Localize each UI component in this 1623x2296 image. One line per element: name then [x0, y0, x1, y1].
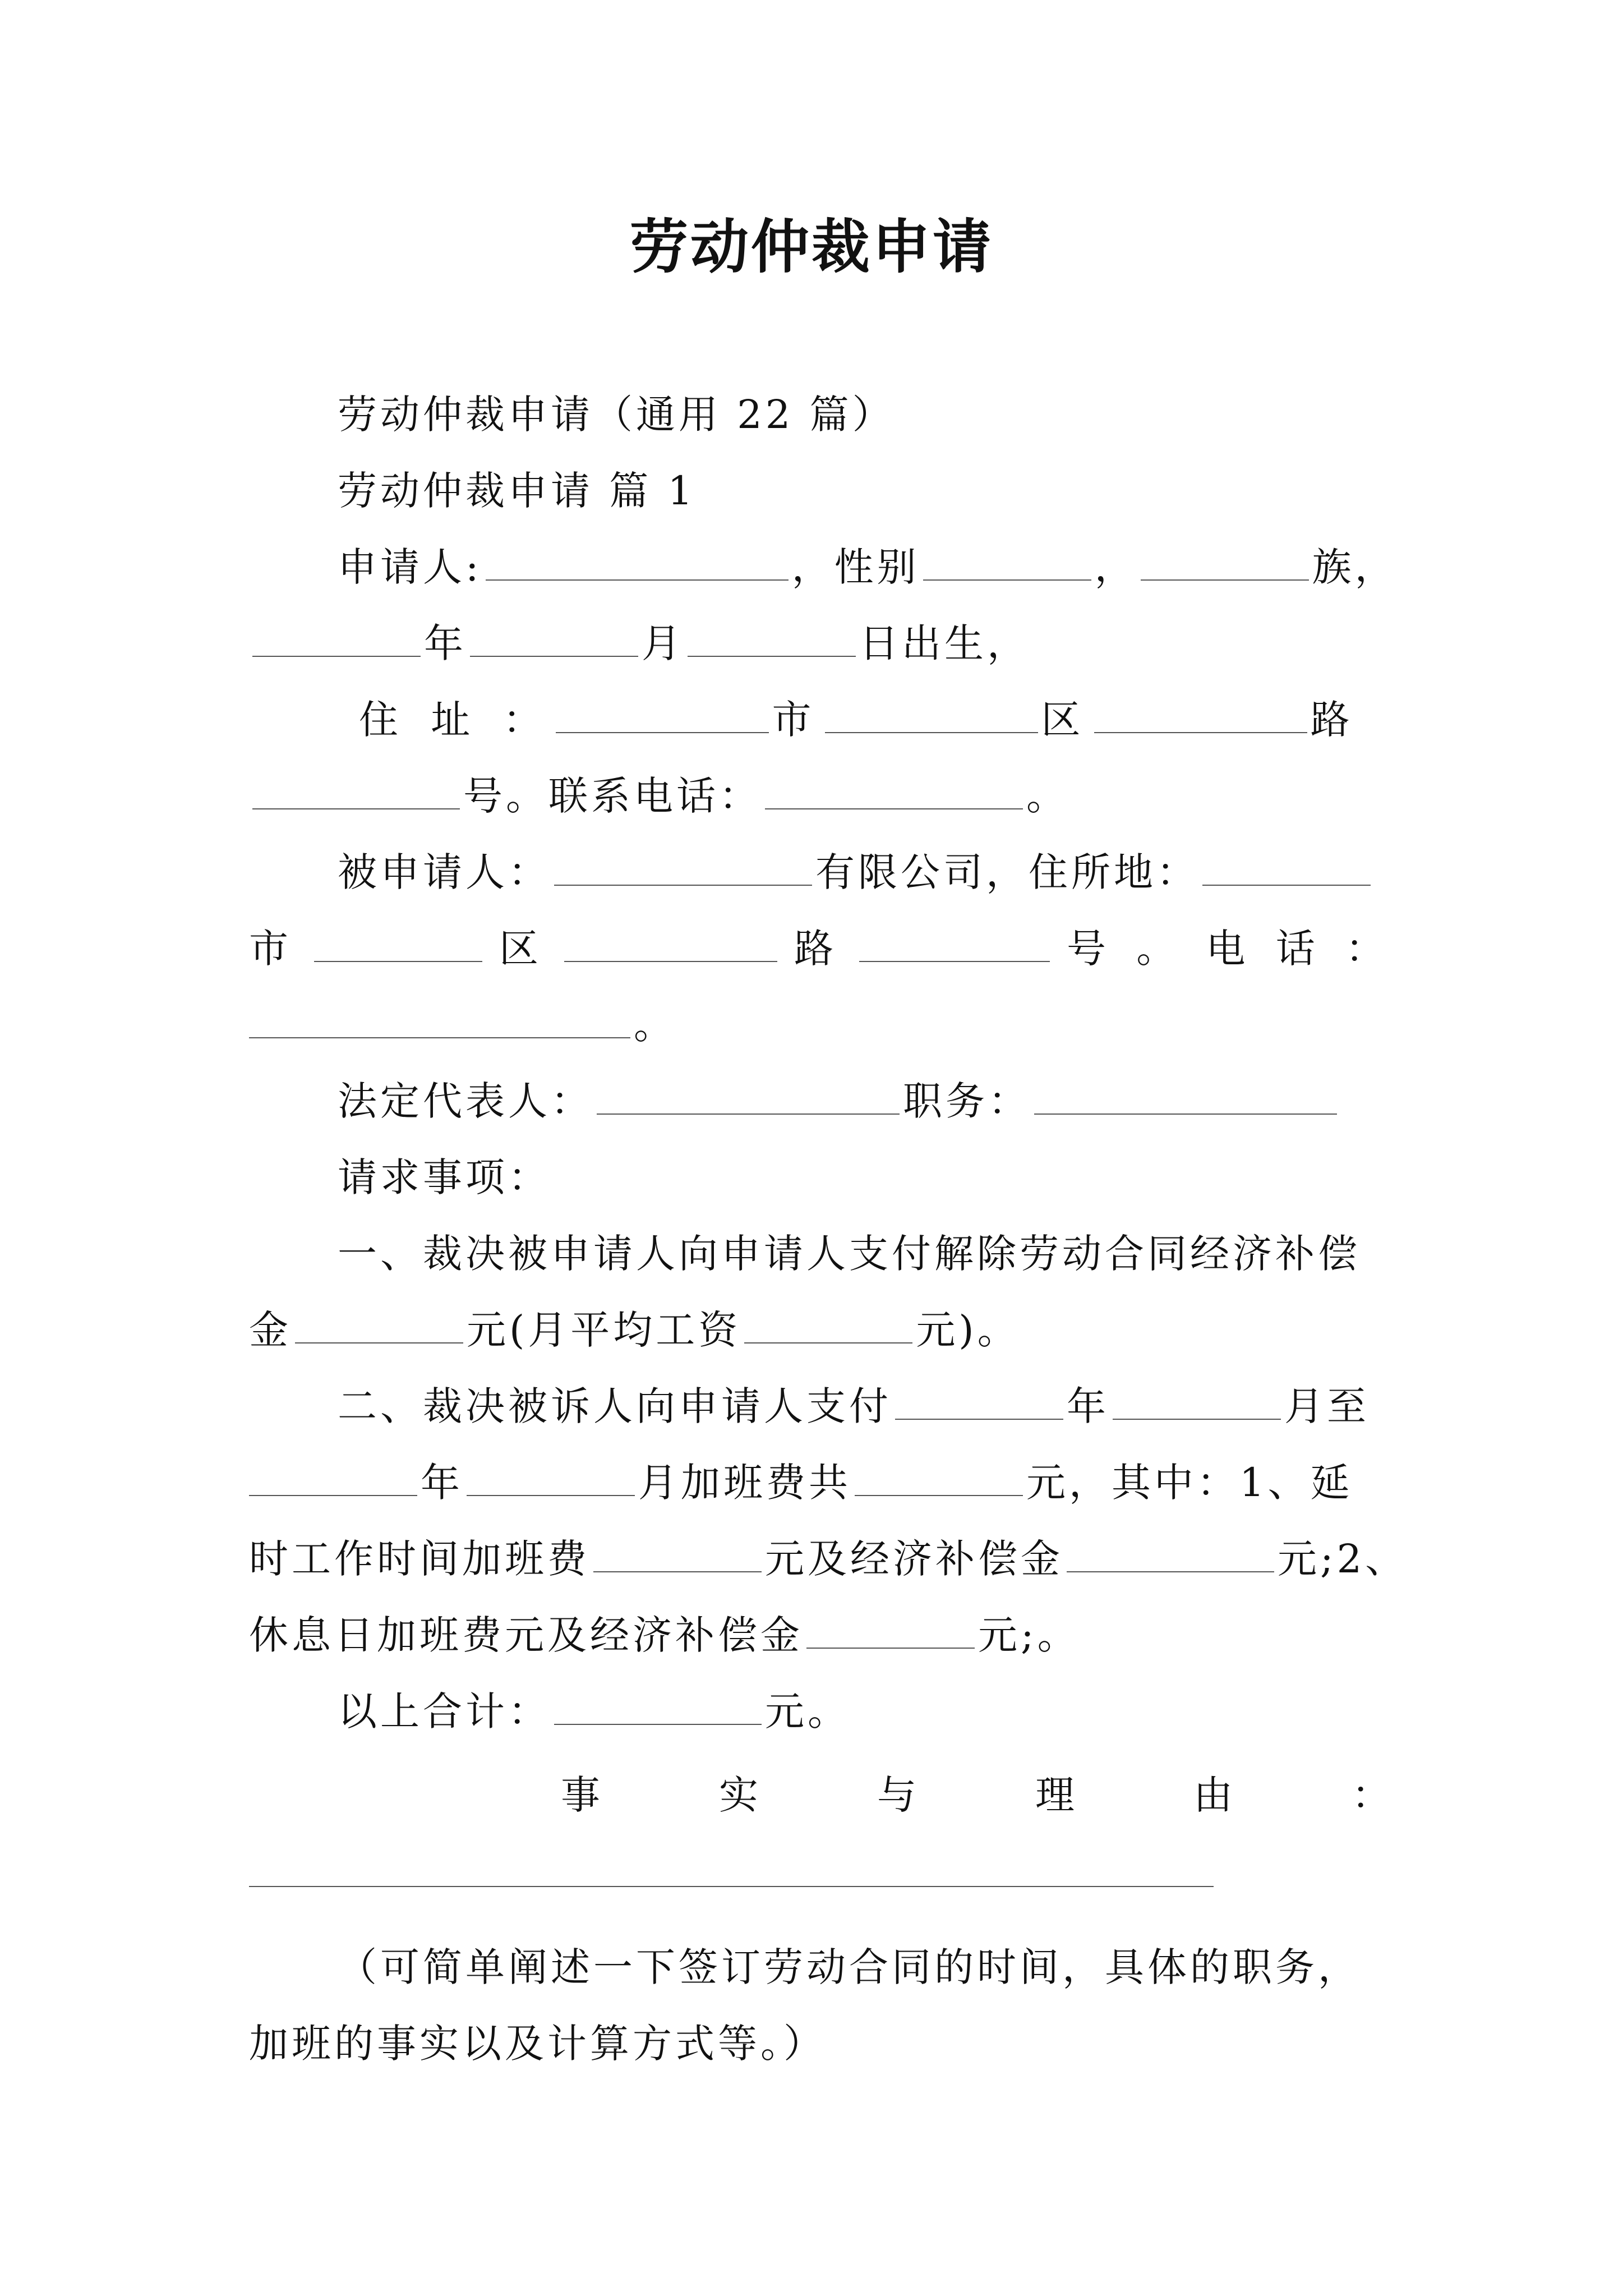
address-line-1: [359, 689, 1360, 751]
claim-2-line-3: [249, 1528, 1408, 1590]
address-number-label: 号。联系电话：: [463, 773, 762, 819]
claim-2-line-1: [338, 1375, 1370, 1437]
address-road-label: 路: [1310, 697, 1360, 743]
page-title: 劳动仲裁申请: [629, 213, 993, 281]
claim-2-among-label: 元，其中：1、延: [1026, 1460, 1353, 1506]
blank-monthly-wage: [744, 1339, 912, 1343]
respondent-line-3: [249, 994, 676, 1056]
facts-char-3: 与: [877, 1772, 916, 1818]
blank-start-year: [895, 1415, 1063, 1420]
claim-1-end: 元)。: [916, 1307, 1020, 1353]
blank-extended-compensation: [1067, 1568, 1274, 1572]
claim-2-overtime-label: 月加班费共: [638, 1460, 851, 1506]
respondent-line-1: [338, 841, 1374, 903]
blank-end-year: [249, 1492, 417, 1496]
blank-restday-compensation: [806, 1644, 975, 1649]
claim-2-comp-label: 元及经济补偿金: [765, 1536, 1063, 1582]
blank-respondent-city: [314, 958, 482, 962]
respondent-district-label: 区: [499, 926, 547, 972]
respondent-company-label: 有限公司，住所地：: [815, 849, 1199, 895]
address-district-label: 区: [1041, 697, 1091, 743]
claim-1-line-2: [249, 1299, 1020, 1361]
claim-2-year-label: 年: [1067, 1383, 1109, 1429]
claim-2-item2-label: 元;2、: [1278, 1536, 1408, 1582]
claim-2-line-4: [249, 1604, 1080, 1666]
blank-address-city: [556, 729, 769, 733]
blank-birth-day: [688, 652, 856, 657]
facts-char-1: 事: [561, 1772, 600, 1818]
respondent-city-label: 市: [249, 926, 297, 972]
respondent-label: 被申请人：: [338, 849, 551, 895]
blank-address-number: [252, 805, 460, 809]
claim-2-line-4-end: 元;。: [978, 1612, 1080, 1658]
applicant-ethnic-label: 族，: [1312, 544, 1398, 590]
blank-address-road: [1094, 729, 1307, 733]
blank-phone: [765, 805, 1023, 809]
facts-char-5: 由: [1193, 1772, 1233, 1818]
blank-company: [554, 881, 812, 886]
respondent-line-2: [249, 918, 1394, 979]
facts-char-4: 理: [1035, 1772, 1075, 1818]
applicant-label: 申请人:: [338, 544, 482, 590]
respondent-phone-label: 号 。 电 话 ：: [1067, 926, 1394, 972]
address-end: 。: [1026, 773, 1069, 819]
facts-heading: [561, 1764, 1391, 1826]
claim-1-mid: 元(月平均工资: [467, 1307, 741, 1353]
blank-legal-rep: [597, 1110, 900, 1115]
blank-total: [554, 1720, 762, 1725]
total-end: 元。: [765, 1688, 850, 1734]
claim-2-month-to-label: 月至: [1284, 1383, 1370, 1429]
claims-label: 请求事项：: [338, 1154, 551, 1200]
note-line-1: （可简单阐述一下签订劳动合同的时间，具体的职务，: [338, 1944, 1361, 1990]
claim-2-year2-label: 年: [421, 1460, 463, 1506]
legal-rep-position-label: 职务：: [903, 1078, 1031, 1124]
address-line-2: [249, 765, 1069, 827]
claim-2-prefix: 二、裁决被诉人向申请人支付: [338, 1383, 892, 1429]
document-heading: 劳动仲裁申请（通用 22 篇）: [338, 392, 895, 438]
applicant-ethnic-sep: ，: [1094, 544, 1137, 590]
blank-birth-month: [470, 652, 638, 657]
blank-end-month: [467, 1492, 635, 1496]
blank-address-district: [825, 729, 1038, 733]
total-line: [338, 1681, 850, 1742]
blank-gender: [923, 576, 1091, 581]
document-subheading: 劳动仲裁申请 篇 1: [338, 468, 697, 514]
blank-compensation: [295, 1339, 463, 1343]
birth-day-label: 日出生，: [859, 620, 1030, 666]
birth-month-label: 月: [642, 620, 684, 666]
total-label: 以上合计：: [338, 1688, 551, 1734]
blank-overtime-total: [855, 1492, 1023, 1496]
applicant-line-2: [249, 613, 1030, 674]
blank-start-month: [1113, 1415, 1281, 1420]
address-city-label: 市: [772, 697, 822, 743]
applicant-gender-label: ，性别: [791, 544, 920, 590]
facts-char-6: ：: [1352, 1772, 1391, 1818]
blank-respondent-road: [859, 958, 1050, 962]
claim-2-line-2: [249, 1452, 1353, 1513]
blank-position: [1034, 1110, 1337, 1115]
blank-extended-overtime: [593, 1568, 762, 1572]
blank-birth-year: [252, 652, 421, 657]
claim-2-line-3-prefix: 时工作时间加班费: [249, 1536, 590, 1582]
birth-year-label: 年: [424, 620, 467, 666]
legal-rep-label: 法定代表人：: [338, 1078, 593, 1124]
claim-2-line-4-prefix: 休息日加班费元及经济补偿金: [249, 1612, 803, 1658]
facts-char-2: 实: [719, 1772, 758, 1818]
claim-1-line-1: 一、裁决被申请人向申请人支付解除劳动合同经济补偿: [338, 1231, 1361, 1277]
respondent-end: 。: [634, 1002, 676, 1048]
applicant-line-1: [338, 536, 1398, 598]
respondent-road-label: 路: [794, 926, 842, 972]
blank-respondent-address: [1202, 881, 1371, 886]
blank-ethnic: [1141, 576, 1309, 581]
address-label: 住 址 ：: [359, 697, 552, 743]
blank-respondent-phone: [249, 1034, 630, 1038]
facts-blank-rule: [249, 1886, 1214, 1887]
blank-applicant-name: [486, 576, 789, 581]
legal-rep-line: [338, 1070, 1340, 1132]
note-line-2: 加班的事实以及计算方式等。）: [249, 2021, 826, 2067]
blank-respondent-district: [564, 958, 777, 962]
claim-1-prefix: 金: [249, 1307, 292, 1353]
